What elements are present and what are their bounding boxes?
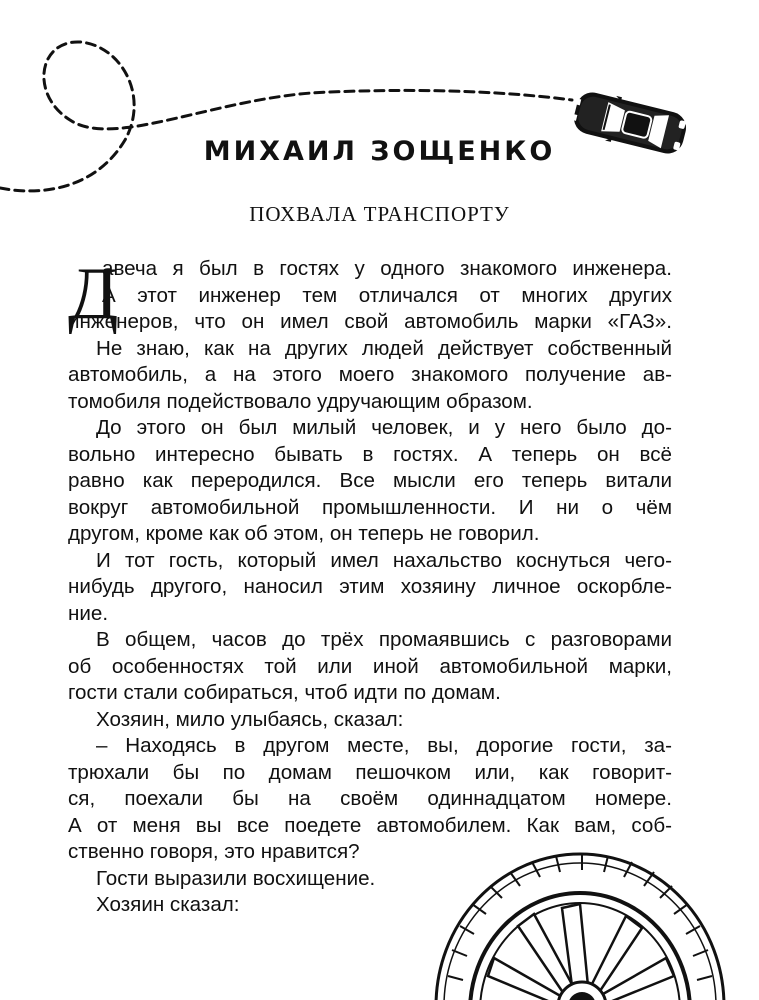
text-line: И тот гость, который имел нахальство коснуться чего- [96,548,672,572]
text-line: вольно интересно бывать в гостях. А теперь он всё [68,442,672,466]
text-line: равно как переродился. Все мысли его теперь витали [68,469,672,492]
text-line: об особенностях той или иной автомобильной марки, [68,654,672,678]
paragraph [68,415,672,548]
text-line: ся, поехали бы на своём одиннадцатом номере. [68,787,672,810]
text-line: автомобиль, а на этого моего знакомого получение ав- [68,363,672,386]
text-line: гости стали собираться, чтоб идти по домам. [68,681,501,704]
text-line: А этот инженер тем отличался от многих других [102,283,672,307]
text-line: Хозяин, мило улыбаясь, сказал: [96,707,404,731]
text-line: – Находясь в другом месте, вы, дорогие гости, за- [96,734,672,757]
text-line: ственно говоря, это нравится? [68,840,360,863]
text-line: До этого он был милый человек, и у него было до- [96,416,672,439]
text-line: томобиля подействовало удручающим образом. [68,389,533,413]
paragraph [68,707,672,734]
text-line: вокруг автомобильной промышленности. И ни о чём [68,495,672,519]
paragraph [68,627,672,707]
author-name: МИХАИЛ ЗОЩЕНКО [203,136,556,167]
text-line: В общем, часов до трёх промаявшись с разговорами [96,628,672,651]
text-line: Хозяин сказал: [96,893,240,916]
text-line: другом, кроме как об этом, он теперь не говорил. [68,522,540,545]
text-line: Не знаю, как на других людей действует собственный [96,336,672,360]
story-text [68,253,672,919]
text-line: А от меня вы все поедете автомобилем. Как вам, соб- [68,813,672,837]
tire-wheel-icon [430,846,730,1000]
text-line: нибудь другого, наносил этим хозяину личное оскорбле- [68,575,672,598]
paragraph [68,336,672,416]
story-title: ПОХВАЛА ТРАНСПОРТУ [249,202,510,226]
drop-cap: Д [68,253,119,335]
text-line: Гости выразили восхищение. [96,866,376,890]
text-line: трюхали бы по домам пешочком или, как говорит- [68,760,672,784]
text-line: ние. [68,601,109,625]
text-line: авеча я был в гостях у одного знакомого инженера. [102,257,672,280]
paragraph [68,548,672,628]
text-line: инженеров, что он имел свой автомобиль марки «ГАЗ». [68,310,672,333]
paragraph [68,253,672,336]
